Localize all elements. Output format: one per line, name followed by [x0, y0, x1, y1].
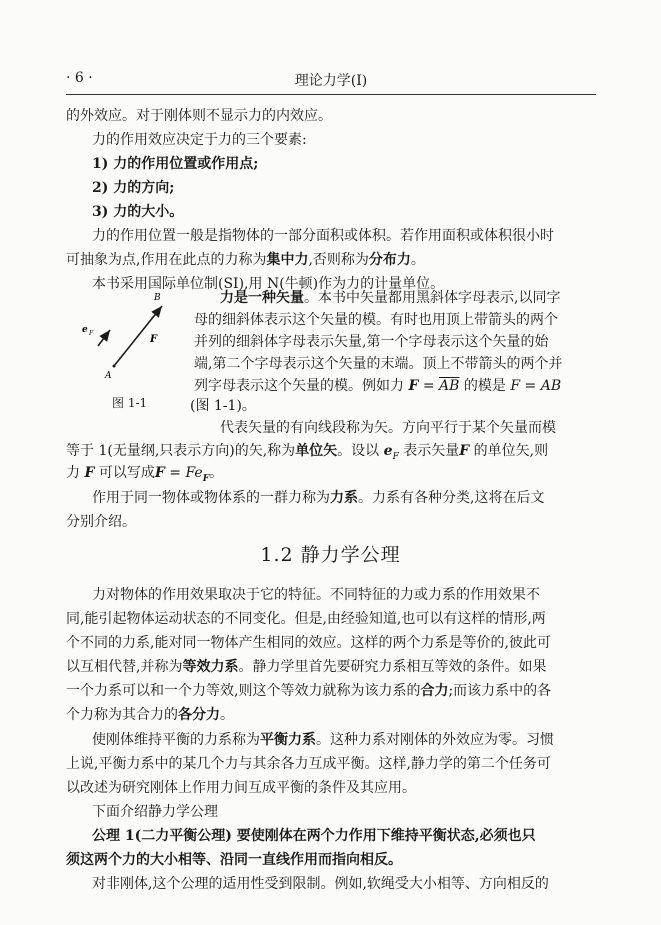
point-label-b: B	[154, 293, 161, 303]
axiom-line: 公理 1(二力平衡公理) 要使刚体在两个力作用下维持平衡状态,必须也只	[92, 828, 536, 844]
paragraph-line: 个不同的力系,能对同一物体产生相同的效应。这样的两个力系是等价的,彼此可	[66, 635, 551, 651]
paragraph-line: 力是一种矢量。本书中矢量都用黑斜体字母表示,以同字	[220, 290, 561, 306]
paragraph-line: 力的作用效应决定于力的三个要素:	[92, 132, 307, 148]
list-item: 3) 力的大小。	[92, 204, 184, 220]
paragraph-line: 使刚体维持平衡的力系称为平衡力系。这种力系对刚体的外效应为零。习惯	[92, 732, 554, 748]
paragraph-line: 以改述为研究刚体上作用力间互成平衡的条件及其应用。	[66, 780, 416, 796]
paragraph-line: 下面介绍静力学公理	[92, 804, 218, 820]
unit-vector-label: e	[82, 325, 88, 335]
point-label-a: A	[105, 371, 112, 380]
running-title: 理论力学(Ⅰ)	[294, 73, 368, 89]
paragraph-line: 本书采用国际单位制(SI),用 N(牛顿)作为力的计量单位。	[92, 276, 445, 292]
paragraph-line: 列字母表示这个矢量的模。例如力 $F = \overline{AB}$ 的模是 F = AB	[194, 378, 562, 394]
paragraph-line: 端,第二个字母表示这个矢量的末端。顶上不带箭头的两个并	[194, 356, 563, 372]
paragraph-line: 一个力系可以和一个力等效,则这个等效力就称为该力系的合力;而该力系中的各	[66, 683, 552, 699]
paragraph-line: (图 1-1)。	[190, 398, 256, 414]
header-rule	[66, 94, 596, 95]
running-header	[66, 70, 596, 94]
list-item: 1) 力的作用位置或作用点;	[92, 156, 259, 172]
paragraph-line: 上说,平衡力系中的某几个力与其余各力互成平衡。这样,静力学的第二个任务可	[66, 756, 551, 772]
paragraph-line: 力 F 可以写成$F = Fe_F$。	[66, 465, 224, 484]
paragraph-line: 可抽象为点,作用在此点的力称为集中力,否则称为分布力。	[66, 252, 425, 268]
paragraph-line: 力的作用位置一般是指物体的一部分面积或体积。若作用面积或体积很小时	[92, 228, 554, 244]
paragraph-line: 等于 1(无量纲,只表示方向)的矢,称为单位矢。设以 $e_F$ 表示矢量F 的单位矢,则	[66, 443, 549, 462]
paragraph-line: 并列的细斜体字母表示矢量,第一个字母表示这个矢量的始	[194, 334, 549, 350]
page-number: · 6 ·	[66, 70, 93, 86]
paragraph-line: 代表矢量的有向线段称为矢。方向平行于某个矢量而模	[220, 420, 556, 436]
section-title: 1.2 静力学公理	[260, 544, 401, 566]
paragraph-line: 母的细斜体表示这个矢量的模。有时也用顶上带箭头的两个	[194, 312, 558, 328]
paragraph-line: 力对物体的作用效果取决于它的特征。不同特征的力或力系的作用效果不	[92, 587, 540, 603]
paragraph-line: 的外效应。对于刚体则不显示力的内效应。	[66, 108, 332, 124]
figure-caption: 图 1-1	[112, 396, 148, 410]
paragraph-line: 分别介绍。	[66, 514, 136, 530]
unit-vector-subscript: F	[89, 330, 94, 337]
force-label: F	[150, 334, 158, 345]
figure-vector-diagram	[80, 290, 188, 380]
paragraph-line: 同,能引起物体运动状态的不同变化。但是,由经验知道,也可以有这样的情形,两	[66, 611, 546, 627]
unit-vector-arrow	[98, 330, 110, 346]
axiom-line: 须这两个力的大小相等、沿同一直线作用而指向相反。	[66, 852, 402, 868]
paragraph-line: 作用于同一物体或物体系的一群力称为力系。力系有各种分类,这将在后文	[92, 490, 545, 506]
list-item: 2) 力的方向;	[92, 180, 175, 196]
paragraph-line: 以互相代替,并称为等效力系。静力学里首先要研究力系相互等效的条件。如果	[66, 659, 547, 675]
paragraph-line: 对非刚体,这个公理的适用性受到限制。例如,软绳受大小相等、方向相反的	[92, 876, 549, 892]
paragraph-line: 个力称为其合力的各分力。	[66, 707, 234, 723]
